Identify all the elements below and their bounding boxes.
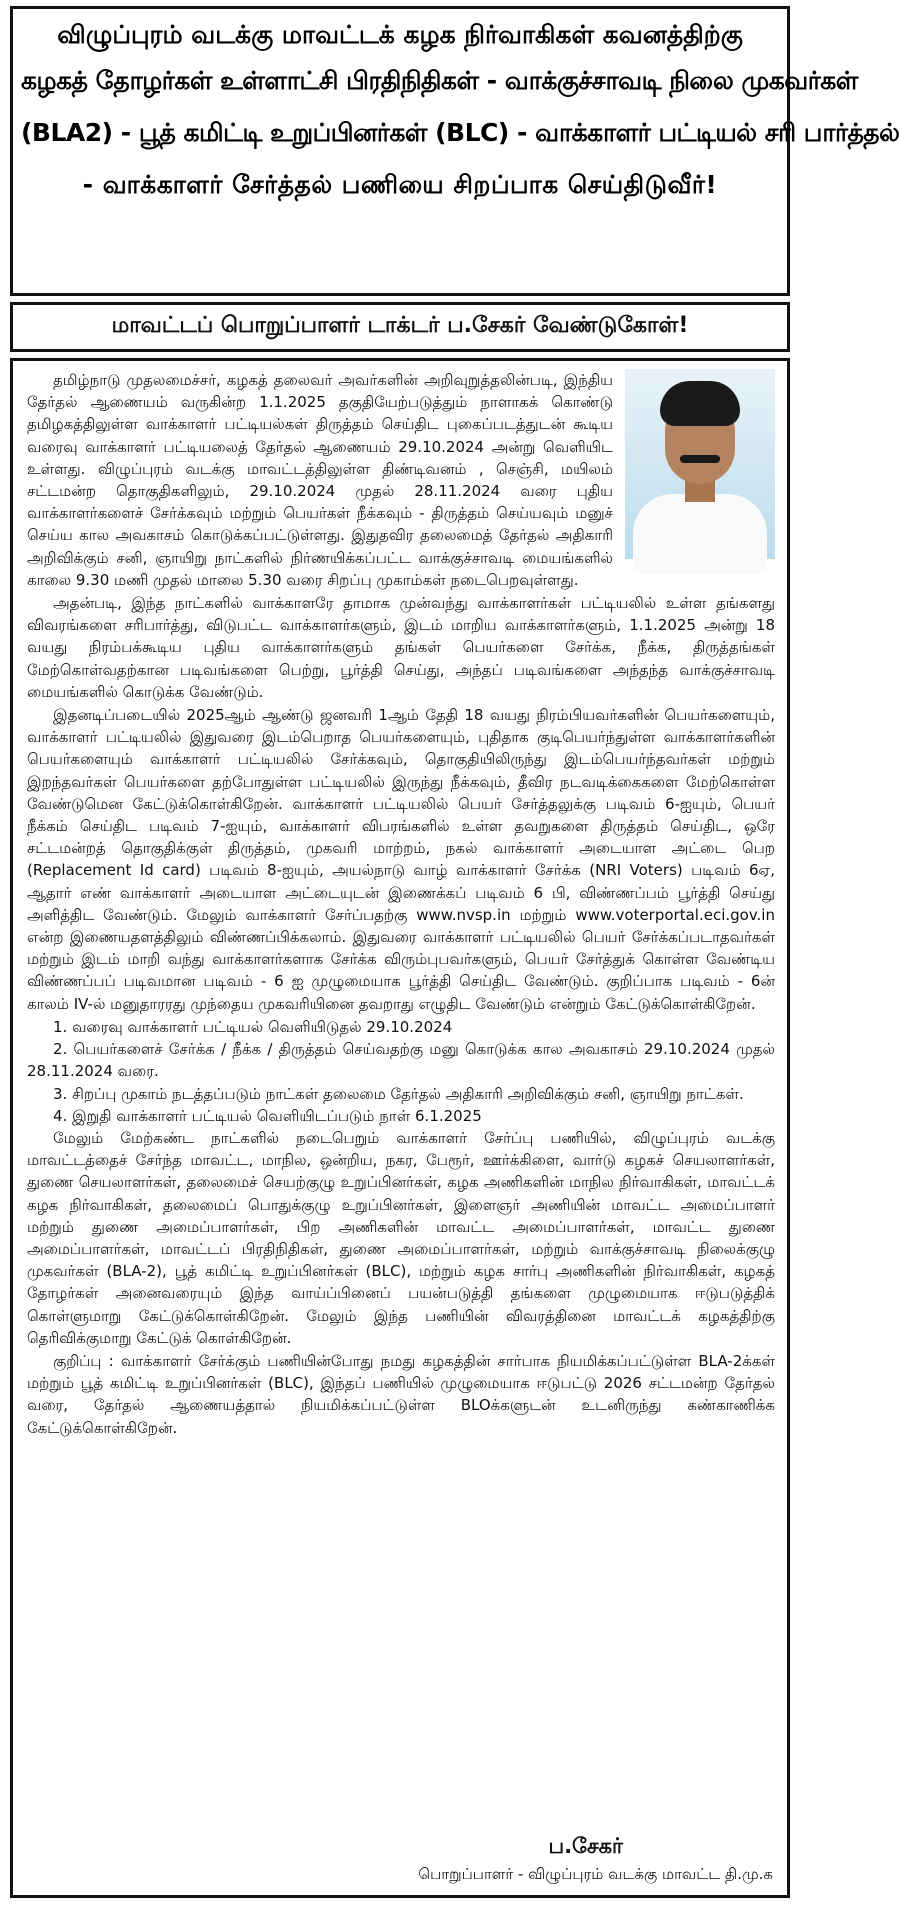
list-item: 4. இறுதி வாக்காளர் பட்டியல் வெளியிடப்படும் நாள் 6.1.2025 — [53, 1106, 482, 1125]
list-item: 2. பெயர்களைச் சேர்க்க / நீக்க / திருத்தம் செய்வதற்கு மனு கொடுக்க கால அவகாசம் 29.10.2024 முதல் 28.11.2024 வரை. — [27, 1040, 775, 1081]
paragraph-4: மேலும் மேற்கண்ட நாட்களில் நடைபெறும் வாக்காளர் சேர்ப்பு பணியில், விழுப்புரம் வடக்கு மாவட்டத்தைச் சேர்ந்த மாவட்ட, மாநில, ஒன்றிய, நகர, பேரூர், ஊர்க்கிளை, வார்டு கழகச் செயலாளர்கள், துணை செயலாளர்கள், தலைமைச் செயற்குழு உறுப்பினர்கள், கழக அணிகளின் மாநில நிர்வாகிகள், மாவட்டக் கழக நிர்வாகிகள், தலைமைப் பொதுக்குழு உறுப்பினர்கள், இளைஞர் அணியின் மாவட்ட அமைப்பாளர் மற்றும் துணை அமைப்பாளர்கள், பிற அணிகளின் மாவட்ட அமைப்பாளர்கள், மாவட்ட துணை அமைப்பாளர்கள், மாவட்டப் பிரதிநிதிகள், துணை அமைப்பாளர்கள், மற்றும் வாக்குச்சாவடி நிலைக்குழு முகவர்கள் (BLA-2), பூத் கமிட்டி உறுப்பினர்கள் (BLC), மற்றும் கழக சார்பு அணிகளின் நிர்வாகிகள், கழகத் தோழர்கள் அனைவரையும் இந்த வாய்ப்பினைப் பயன்படுத்தி தங்களை முழுமையாக ஈடுபடுத்திக் கொள்ளுமாறு கேட்டுக்கொள்கிறேன். மேலும் இந்த பணியின் விவரத்தினை மாவட்டக் கழகத்திற்கு தெரிவிக்குமாறு கேட்டுக் கொள்கிறேன். — [27, 1128, 775, 1347]
list-item: 1. வரைவு வாக்காளர் பட்டியல் வெளியிடுதல் 29.10.2024 — [53, 1017, 453, 1036]
note-paragraph: குறிப்பு : வாக்காளர் சேர்க்கும் பணியின்போது நமது கழகத்தின் சார்பாக நியமிக்கப்பட்டுள்ள BLA-2க்கள் மற்றும் பூத் கமிட்டி உறுப்பினர்கள் (BLC), இந்தப் பணியில் முழுமையாக ஈடுபட்டு 2026 சட்டமன்ற தேர்தல் வரை, தேர்தல் ஆணையத்தால் நியமிக்கப்பட்டுள்ள BLOக்களுடன் உடனிருந்து கண்காணிக்க கேட்டுக்கொள்கிறேன். — [27, 1351, 775, 1437]
headline-line-3: (BLA2) - பூத் கமிட்டி உறுப்பினர்கள் (BLC) - வாக்காளர் பட்டியல் சரி பார்த்தல் — [21, 118, 899, 147]
signature-block — [418, 1829, 773, 1885]
paragraph-1: தமிழ்நாடு முதலமைச்சர், கழகத் தலைவர் அவர்களின் அறிவுறுத்தலின்படி, இந்திய தேர்தல் ஆணையம் வருகின்ற 1.1.2025 தகுதியேற்படுத்தும் நாளாகக் கொண்டு தமிழகத்திலுள்ள வாக்காளர் பட்டியல்கள் திருத்தம் செய்திட புகைப்படத்துடன் கூடிய வரைவு வாக்காளர் பட்டியலைத் தேர்தல் ஆணையம் 29.10.2024 அன்று வெளியிட உள்ளது. விழுப்புரம் வடக்கு மாவட்டத்திலுள்ள திண்டிவனம் , செஞ்சி, மயிலம் சட்டமன்ற தொகுதிகளிலும், 29.10.2024 முதல் 28.11.2024 வரை புதிய வாக்காளர்களைச் சேர்க்கவும் மற்றும் பெயர்கள் நீக்கவும் - திருத்தம் செய்யவும் மனுச் செய்ய கால அவகாசம் கொடுக்கப்பட்டுள்ளது. இதுதவிர தலைமைத் தேர்தல் அதிகாரி அறிவிக்கும் சனி, ஞாயிறு நாட்களில் நிர்ணயிக்கப்பட்ட வாக்குச்சாவடி மையங்களில் காலை 9.30 மணி முதல் மாலை 5.30 வரை சிறப்பு முகாம்கள் நடைபெறவுள்ளது. — [27, 371, 613, 589]
paragraph-2: அதன்படி, இந்த நாட்களில் வாக்காளரே தாமாக முன்வந்து வாக்காளர்கள் பட்டியலில் உள்ள தங்களது விவரங்களை சரிபார்த்து, விடுபட்ட வாக்காளர்களும், இடம் மாறிய வாக்காளர்களும், 1.1.2025 அன்று 18 வயது நிரம்பக்கூடிய புதிய வாக்காளர்களும் தங்கள் பெயர்களை சேர்க்க, நீக்க, திருத்தங்கள் மேற்கொள்வதற்கான படிவங்களை பெற்று, பூர்த்தி செய்து, அந்தப் படிவங்களை அந்தந்த வாக்குச்சாவடி மையங்களில் கொடுக்க வேண்டும். — [27, 594, 775, 701]
subheading-box — [10, 302, 790, 352]
list-item: 3. சிறப்பு முகாம் நடத்தப்படும் நாட்கள் தலைமை தேர்தல் அதிகாரி அறிவிக்கும் சனி, ஞாயிறு நாட்கள். — [53, 1084, 744, 1103]
portrait-photo — [625, 369, 775, 559]
headline-line-1: விழுப்புரம் வடக்கு மாவட்டக் கழக நிர்வாகிகள் கவனத்திற்கு — [57, 20, 743, 49]
headline-line-4: - வாக்காளர் சேர்த்தல் பணியை சிறப்பாக செய்திடுவீர்! — [82, 170, 718, 199]
article-body — [10, 358, 790, 1898]
headline-line-2: கழகத் தோழர்கள் உள்ளாட்சி பிரதிநிதிகள் - வாக்குச்சாவடி நிலை முகவர்கள் — [21, 66, 858, 95]
subheading: மாவட்டப் பொறுப்பாளர் டாக்டர் ப.சேகர் வேண்டுகோள்! — [111, 313, 689, 338]
key-dates-list — [27, 1016, 775, 1127]
signatory-name: ப.சேகர் — [548, 1834, 623, 1858]
signatory-title: பொறுப்பாளர் - விழுப்புரம் வடக்கு மாவட்ட தி.மு.க — [418, 1865, 773, 1883]
headline-box — [10, 6, 899, 296]
paragraph-3: இதனடிப்படையில் 2025ஆம் ஆண்டு ஜனவரி 1ஆம் தேதி 18 வயது நிரம்பியவர்களின் பெயர்களையும், வாக்காளர் பட்டியலில் இதுவரை இடம்பெறாத பெயர்களையும், புதிதாக குடிபெயர்ந்துள்ள வாக்காளர்களின் பெயர்களையும் வாக்காளர் பட்டியலில் சேர்க்கவும், தொகுதியிலிருந்து இடம்பெயர்ந்தவர்கள் மற்றும் இறந்தவர்கள் பெயர்களை தற்போதுள்ள பட்டியலில் இருந்து நீக்கவும், தீவிர நடவடிக்கைகளை மேற்கொள்ள வேண்டுமென கேட்டுக்கொள்கிறேன். வாக்காளர் பட்டியலில் பெயர் சேர்த்தலுக்கு படிவம் 6-ஐயும், பெயர் நீக்கம் செய்திட படிவம் 7-ஐயும், வாக்காளர் விபரங்களில் உள்ள தவறுகளை திருத்தம் செய்திட, ஒரே சட்டமன்றத் தொகுதிக்குள் திருத்தம், முகவரி மாற்றம், நகல் வாக்காளர் அடையாள அட்டை பெற (Replacement Id card) படிவம் 8-ஐயும், அயல்நாடு வாழ் வாக்காளர் சேர்க்க (NRI Voters) படிவம் 6ஏ, ஆதார் எண் வாக்காளர் அடையாள அட்டையுடன் இணைக்கப் படிவம் 6 பி, விண்ணப்பம் பூர்த்தி செய்து அளித்திட வேண்டும். மேலும் வாக்காளர் சேர்ப்பதற்கு www.nvsp.in மற்றும் www.voterportal.eci.gov.in என்ற இணையதளத்திலும் விண்ணப்பிக்கலாம். இதுவரை வாக்காளர் பட்டியலில் பெயர் சேர்க்கப்படாதவர்கள் மற்றும் இடம் மாறி வந்து வாக்காளர்களாக சேர்க்க விரும்புபவர்களும், பெயர் சேர்த்துக் கொள்ள வேண்டிய விண்ணப்பப் படிவமான படிவம் - 6 ஐ முழுமையாக பூர்த்தி செய்திட வேண்டும். குறிப்பாக படிவம் - 6ன் காலம் IV-ல் மனுதாரரது முந்தைய முகவரியினை தவறாது எழுதிட வேண்டும் என்றும் கேட்டுக்கொள்கிறேன். — [27, 706, 775, 1013]
